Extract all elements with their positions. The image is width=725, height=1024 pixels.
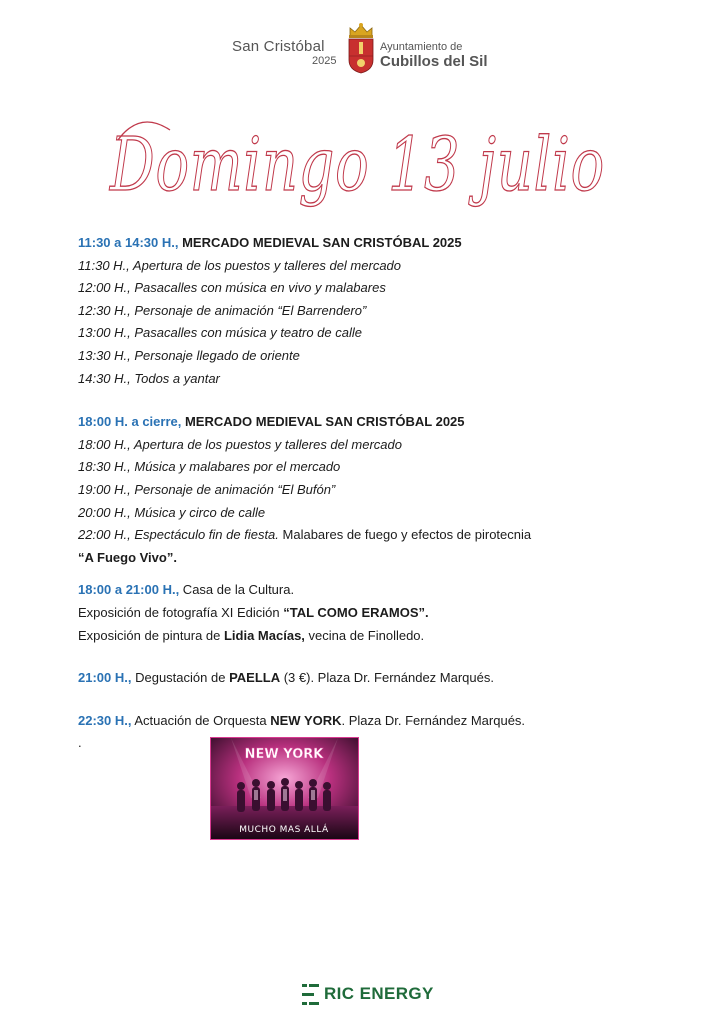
- event-year: 2025: [312, 55, 337, 67]
- schedule-item: 19:00 H., Personaje de animación “El Bufón”: [78, 481, 336, 497]
- photo-exhibition: [78, 602, 698, 625]
- block-4-rest: (3 €). Plaza Dr. Fernández Marqués.: [280, 670, 494, 686]
- schedule-item: 13:00 H., Pasacalles con música y teatro de calle: [78, 325, 362, 341]
- paint-exhibition-rest: vecina de Finolledo.: [304, 627, 425, 643]
- stray-dot: .: [78, 735, 82, 751]
- header: [0, 20, 725, 76]
- ric-energy-logo-icon: [302, 984, 320, 1006]
- event-title: San Cristóbal: [232, 38, 325, 55]
- block-4-dish: PAELLA: [229, 670, 281, 686]
- poster-top-text: NEW YORK: [244, 747, 324, 762]
- day-title: [110, 100, 630, 230]
- schedule-item: 12:30 H., Personaje de animación “El Barrendero”: [78, 302, 367, 318]
- photo-exhibition-text: Exposición de fotografía XI Edición: [78, 604, 284, 620]
- block-5-time: 22:30 H.,: [78, 712, 132, 728]
- schedule-item: 18:30 H., Música y malabares por el mercado: [78, 459, 341, 475]
- block-4: [78, 667, 698, 690]
- block-3-heading: [78, 579, 698, 602]
- block-1-title: MERCADO MEDIEVAL SAN CRISTÓBAL 2025: [178, 235, 462, 250]
- finale-name: “A Fuego Vivo”.: [78, 549, 177, 565]
- council-label: Ayuntamiento de: [380, 41, 463, 53]
- schedule-item-finale: [78, 524, 698, 547]
- schedule-item: 14:30 H., Todos a yantar: [78, 370, 220, 386]
- paint-exhibition-artist: Lidia Macías,: [223, 627, 305, 643]
- block-1-heading: [78, 232, 698, 255]
- schedule-item: 11:30 H., Apertura de los puestos y talleres del mercado: [78, 257, 402, 273]
- sponsor-name: RIC ENERGY: [324, 984, 434, 1003]
- schedule-item: 12:00 H., Pasacalles con música en vivo y malabares: [78, 280, 386, 296]
- finale-time: 22:00 H., Espectáculo fin de fiesta.: [78, 527, 279, 543]
- block-4-time: 21:00 H.,: [78, 670, 132, 686]
- block-4-text: Degustación de: [131, 670, 230, 686]
- band-poster-image: [210, 737, 359, 840]
- schedule: [78, 232, 698, 755]
- block-2-title: MERCADO MEDIEVAL SAN CRISTÓBAL 2025: [181, 414, 465, 430]
- block-3-place: Casa de la Cultura.: [179, 582, 295, 598]
- schedule-item: 13:30 H., Personaje llegado de oriente: [78, 347, 300, 363]
- paint-exhibition-text: Exposición de pintura de: [78, 627, 224, 643]
- day-title-text: Domingo 13 julio: [108, 122, 605, 208]
- block-3-time: 18:00 a 21:00 H.,: [78, 582, 180, 598]
- block-2-time: 18:00 H. a cierre,: [78, 414, 182, 430]
- block-5-rest: . Plaza Dr. Fernández Marqués.: [341, 712, 526, 728]
- schedule-item: 20:00 H., Música y circo de calle: [78, 504, 266, 520]
- sponsor-footer: [300, 980, 440, 1010]
- block-5: [78, 710, 698, 733]
- poster-bottom-text: MUCHO MAS ALLÁ: [239, 825, 329, 835]
- coat-of-arms-icon: [346, 22, 376, 74]
- finale-desc: Malabares de fuego y efectos de pirotecnia: [278, 527, 532, 543]
- photo-exhibition-name: “TAL COMO ERAMOS”.: [283, 604, 429, 620]
- block-5-band: NEW YORK: [270, 712, 342, 728]
- block-2-heading: [78, 411, 698, 434]
- paint-exhibition: [78, 625, 698, 648]
- schedule-item: 18:00 H., Apertura de los puestos y talleres del mercado: [78, 436, 402, 452]
- block-1-time: 11:30 a 14:30 H.,: [78, 235, 179, 250]
- block-5-text: Actuación de Orquesta: [131, 712, 271, 728]
- council-name: Cubillos del Sil: [380, 53, 488, 70]
